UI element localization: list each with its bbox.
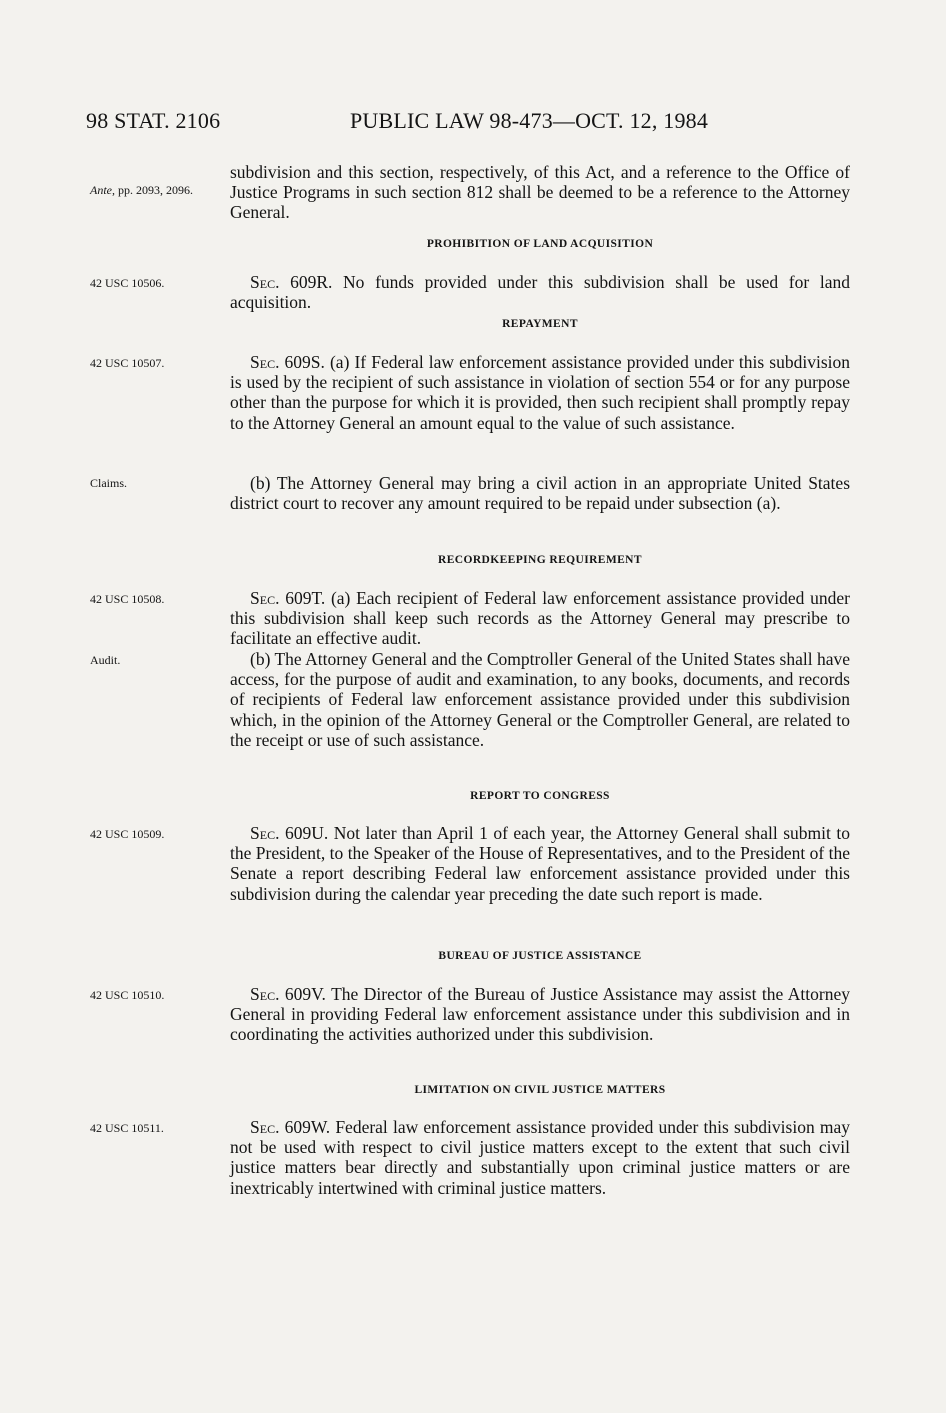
section-609t-paragraph-a: Sec. 609T. (a) Each recipient of Federal law enforcement assistance provided under this subdivision shall keep such records as the Attorney General may prescribe to facilitate an effective audit. bbox=[230, 588, 850, 649]
margin-note-audit: Audit. bbox=[90, 653, 121, 667]
intro-paragraph: subdivision and this section, respectively, of this Act, and a reference to the Office of Justice Programs in such section 812 shall be deemed to be a reference to the Attorney General. bbox=[230, 162, 850, 223]
section-heading: REPAYMENT bbox=[502, 318, 578, 330]
section-609s-paragraph-a: Sec. 609S. (a) If Federal law enforcement assistance provided under this subdivision is used by the recipient of such assistance in violation of section 554 or for any purpose other than the purpose for which it is provided, then such recipient shall promptly repay to the Attorney General an amount equal to the value of such assistance. bbox=[230, 352, 850, 433]
margin-note-claims: Claims. bbox=[90, 476, 128, 490]
section-heading: LIMITATION ON CIVIL JUSTICE MATTERS bbox=[414, 1084, 666, 1096]
section-609t-paragraph-b: (b) The Attorney General and the Comptroller General of the United States shall have access, for the purpose of audit and examination, to any books, documents, and records of recipients of Federal law enforcement assistance provided under this subdivision which, in the opinion of the Attorney General or the Comptroller General, are related to the receipt or use of such assistance. bbox=[230, 649, 850, 750]
margin-citation: 42 USC 10509. bbox=[90, 827, 165, 841]
section-609s-paragraph-b: (b) The Attorney General may bring a civil action in an appropriate United States district court to recover any amount required to be repaid under subsection (a). bbox=[230, 473, 850, 514]
margin-citation: 42 USC 10511. bbox=[90, 1121, 164, 1135]
section-609r-paragraph: Sec. 609R. No funds provided under this subdivision shall be used for land acquisition. bbox=[230, 272, 850, 313]
public-law-title: PUBLIC LAW 98-473—OCT. 12, 1984 bbox=[350, 108, 709, 133]
section-heading: RECORDKEEPING REQUIREMENT bbox=[438, 554, 642, 566]
margin-citation: 42 USC 10506. bbox=[90, 276, 165, 290]
section-609w-paragraph: Sec. 609W. Federal law enforcement assistance provided under this subdivision may not be used with respect to civil justice matters except to the extent that such civil justice matters bear directly and substantially upon criminal justice matters or are inextricably intertwined with criminal justice matters. bbox=[230, 1117, 850, 1198]
section-heading: REPORT TO CONGRESS bbox=[470, 790, 610, 802]
section-heading: BUREAU OF JUSTICE ASSISTANCE bbox=[438, 950, 642, 962]
margin-citation: 42 USC 10510. bbox=[90, 988, 165, 1002]
section-609v-paragraph: Sec. 609V. The Director of the Bureau of Justice Assistance may assist the Attorney General in providing Federal law enforcement assistance under this subdivision and in coordinating the activities authorized under this subdivision. bbox=[230, 984, 850, 1045]
statute-page-reference: 98 STAT. 2106 bbox=[86, 108, 221, 133]
margin-citation: 42 USC 10507. bbox=[90, 356, 165, 370]
section-heading: PROHIBITION OF LAND ACQUISITION bbox=[426, 238, 654, 250]
margin-note-ante: Ante, pp. 2093, 2096. bbox=[90, 183, 193, 197]
section-609u-paragraph: Sec. 609U. Not later than April 1 of each year, the Attorney General shall submit to the President, to the Speaker of the House of Representatives, and to the President of the Senate a report describing Federal law enforcement assistance provided under this subdivision during the calendar year preceding the date such report is made. bbox=[230, 823, 850, 904]
margin-citation: 42 USC 10508. bbox=[90, 592, 165, 606]
